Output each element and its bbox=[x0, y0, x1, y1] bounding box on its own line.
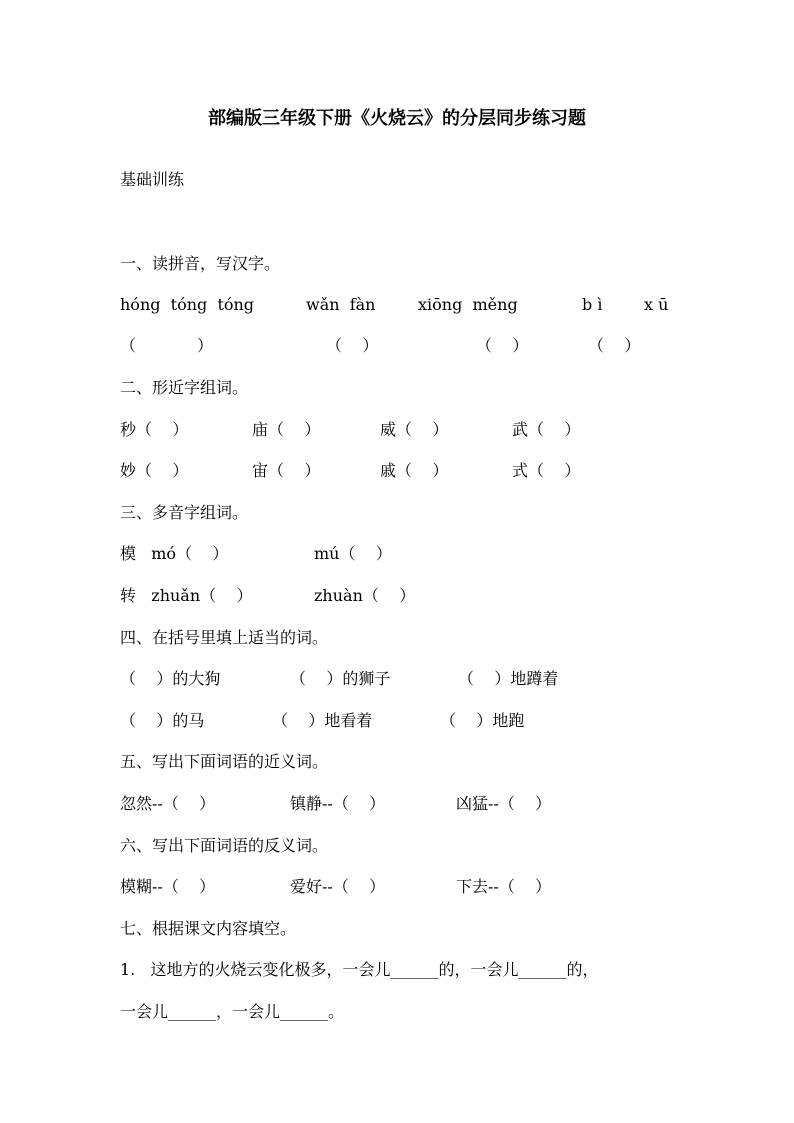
q5-heading: 五、写出下面词语的近义词。 bbox=[120, 752, 329, 771]
q5-item-1: 忽然--（ ） bbox=[120, 794, 216, 813]
q1-blank-2: （ ） bbox=[326, 336, 379, 355]
q4-r2-2: （ ）地看着 bbox=[272, 711, 373, 730]
q3-r2-1: 转 zhuǎn（ ） bbox=[120, 586, 253, 605]
q6-item-1: 模糊--（ ） bbox=[120, 877, 216, 896]
q4-heading: 四、在括号里填上适当的词。 bbox=[120, 628, 329, 647]
q6-heading: 六、写出下面词语的反义词。 bbox=[120, 836, 329, 855]
q2-heading: 二、形近字组词。 bbox=[120, 378, 249, 397]
q1-pinyin-2: wǎn fàn bbox=[306, 295, 376, 314]
q2-r1-3: 威（ ） bbox=[380, 420, 449, 439]
q2-r2-2: 宙（ ） bbox=[252, 461, 321, 480]
q6-item-3: 下去--（ ） bbox=[456, 877, 552, 896]
q1-pinyin-5: x ū bbox=[644, 295, 669, 314]
q1-pinyin-4: b ì bbox=[582, 295, 603, 314]
q1-pinyin-3: xiōng měng bbox=[418, 295, 518, 314]
q2-r1-1: 秒（ ） bbox=[120, 420, 189, 439]
q2-r2-1: 妙（ ） bbox=[120, 461, 189, 480]
q1-pinyin-1: hóng tóng tóng bbox=[120, 295, 255, 314]
q3-r1-1: 模 mó（ ） bbox=[120, 544, 229, 563]
q4-r1-2: （ ）的狮子 bbox=[290, 669, 391, 688]
q4-r2-1: （ ）的马 bbox=[120, 711, 205, 730]
q4-r1-1: （ ）的大狗 bbox=[120, 669, 221, 688]
q4-r2-3: （ ）地跑 bbox=[440, 711, 525, 730]
q7-line-1: 1. 这地方的火烧云变化极多，一会儿______的，一会儿______的， bbox=[120, 960, 599, 979]
q3-heading: 三、多音字组词。 bbox=[120, 503, 249, 522]
page-title: 部编版三年级下册《火烧云》的分层同步练习题 bbox=[208, 108, 586, 129]
q3-r2-2: zhuàn（ ） bbox=[314, 586, 416, 605]
q2-r1-4: 武（ ） bbox=[512, 420, 581, 439]
q5-item-3: 凶猛--（ ） bbox=[456, 794, 552, 813]
section-label: 基础训练 bbox=[120, 170, 185, 189]
q3-r1-2: mú（ ） bbox=[314, 544, 392, 563]
q2-r1-2: 庙（ ） bbox=[252, 420, 321, 439]
q5-item-2: 镇静--（ ） bbox=[290, 794, 386, 813]
q7-line-2: 一会儿______，一会儿______。 bbox=[120, 1002, 345, 1021]
q4-r1-3: （ ）地蹲着 bbox=[458, 669, 559, 688]
q7-heading: 七、根据课文内容填空。 bbox=[120, 919, 297, 938]
q1-blank-1: （ ） bbox=[120, 336, 214, 355]
q6-item-2: 爱好--（ ） bbox=[290, 877, 386, 896]
q1-blank-3: （ ） bbox=[476, 336, 529, 355]
q1-blank-4: （ ） bbox=[588, 336, 641, 355]
q2-r2-4: 式（ ） bbox=[512, 461, 581, 480]
q2-r2-3: 戚（ ） bbox=[380, 461, 449, 480]
q1-heading: 一、读拼音，写汉字。 bbox=[120, 254, 281, 273]
